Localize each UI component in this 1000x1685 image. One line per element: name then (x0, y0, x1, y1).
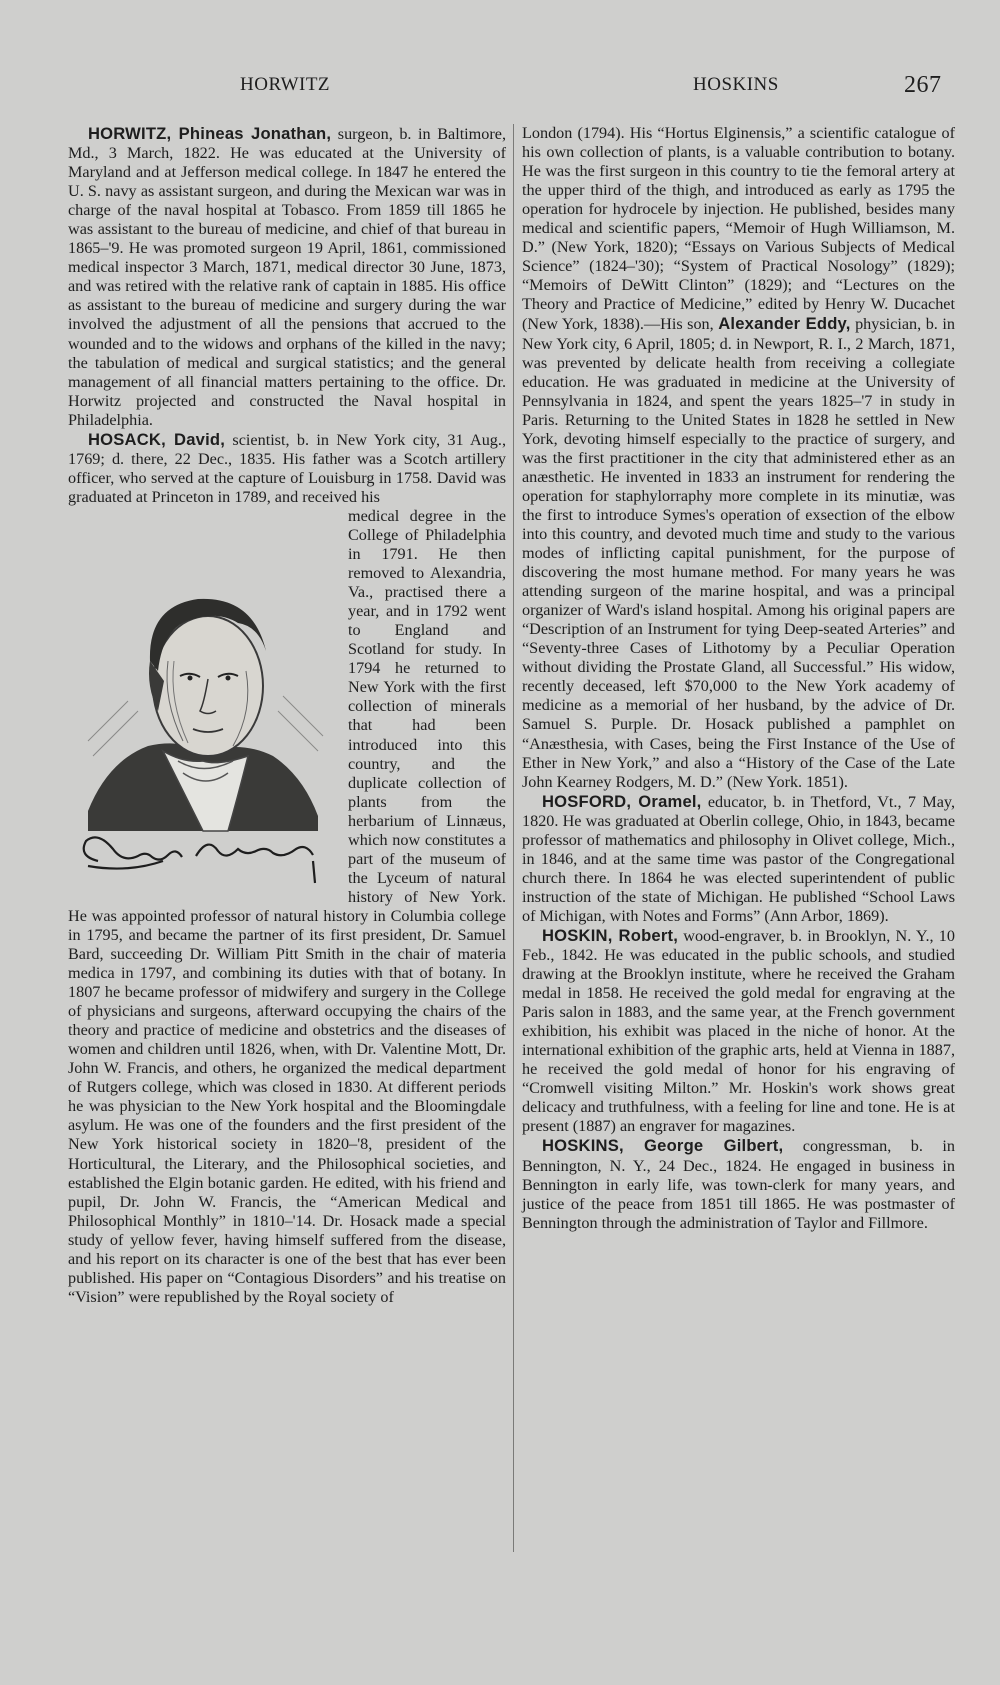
entry-text-hosack-b: medical degree in the College of Philadelphia in 1791. He then removed to Alexandria, Va., practised there a year, and in 1792 went to England and Scotland for study. In 1794 he returned to New York with the first collection of minerals that had been introduced into this country, and the duplicate collection of plants from the herbarium of Linnæus, which now constitutes a part of the museum of the Lyceum of natural history of New York. He was appointed professor of natural history in Columbia college in 1795, and became the partner of its first president, Dr. Samuel Bard, succeeding Dr. William Pitt Smith in the chair of materia medica in 1797, and combining its duties with that of botany. In 1807 he became professor of midwifery and surgery in the College of physicians and surgeons, afterward occupying the chairs of the theory and practice of medicine and obstetrics and the diseases of women and children until 1826, when, with Dr. Valentine Mott, Dr. John W. Francis, and others, he organized the medical department of Rutgers college, which was closed in 1830. At different periods he was physician to the New York hospital and the Bloomingdale asylum. He was one of the founders and the first president of the New York historical society in 1820–'8, president of the Horticultural, the Literary, and the Philosophical societies, and established the Elgin botanic garden. He edited, with his friend and pupil, Dr. John W. Francis, the “American Medical and Philosophical Monthly” in 1810–'14. Dr. Hosack made a special study of yellow fever, having himself suffered from the disease, and his report on its character is one of the best that has ever been published. His paper on “Contagious Disorders” and his treatise on “Vision” were republished by the Royal society of (68, 506, 506, 1306)
headword-horwitz: HORWITZ, Phineas Jonathan, (88, 124, 332, 143)
headword-hoskin: HOSKIN, Robert, (542, 925, 679, 945)
headword-hoskins: HOSKINS, George Gilbert, (542, 1136, 784, 1156)
header-left-word: HORWITZ (240, 74, 331, 95)
headword-hosford: HOSFORD, Oramel, (542, 791, 702, 811)
running-header (0, 74, 1000, 104)
right-column (522, 124, 955, 1233)
entry-horwitz (68, 124, 506, 430)
entry-hoskins (522, 1136, 955, 1232)
entry-text-hosack-a: scientist, b. in New York city, 31 Aug., 1769; d. there, 22 Dec., 1835. His father was a Scotch artillery officer, who served at the capture of Louisburg in 1758. David was graduated at Princeton in 1789, and received his (68, 430, 506, 506)
hosack-continuation-b: physician, b. in New York city, 6 April, 1805; d. in Newport, R. I., 2 March, 1871, was prevented by delicate health from receiving a collegiate education. He was graduated in medicine at the University of Pennsylvania in 1824, and spent the years 1825–'7 in study in Paris. Returning to the United States in 1828 he settled in New York, devoting himself especially to the practice of surgery, and was the first practitioner in the city that administered ether as an anæsthetic. He invented in 1833 an instrument for rendering the operation for staphylorraphy more complete in its minutiæ, was the first to introduce Symes's operation of exsection of the elbow into this country, and devoted much time and study to the various modes of inflicting capital punishment, for the purpose of discovering the most humane method. For many years he was attending surgeon of the marine hospital, and was a principal organizer of Ward's island hospital. Among his original papers are “Description of an Instrument for tying Deep-seated Arteries” and “Seventy-three Cases of Lithotomy by a Peculiar Operation without dividing the Prostate Gland, all Successful.” His widow, recently deceased, left $70,000 to the New York academy of medicine as a memorial of her husband, by the advice of Dr. Samuel S. Purple. Dr. Hosack published a pamphlet on “Anæsthesia, with Cases, being the First Instance of the Use of Ether in New York,” and also a “History of the Case of the Late John Kearney Rodgers, M. D.” (New York. 1851). (522, 315, 955, 791)
column-divider (513, 124, 514, 1552)
entry-hoskin (522, 926, 955, 1137)
headword-alexander-eddy: Alexander Eddy, (718, 314, 851, 334)
page-number: 267 (904, 72, 942, 98)
entry-hosack (68, 430, 506, 507)
headword-hosack: HOSACK, David, (88, 429, 226, 449)
entry-text-hoskins: congressman, b. in Bennington, N. Y., 24 Dec., 1824. He engaged in business in Bennington in early life, was town-clerk for many years, and justice of the peace from 1851 till 1865. He was postmaster of Bennington through the administration of Taylor and Fillmore. (522, 1137, 955, 1232)
portrait-engraving-icon (68, 511, 338, 896)
header-right-word: HOSKINS (693, 74, 779, 95)
entry-hosford (522, 792, 955, 926)
entry-text-hoskin: wood-engraver, b. in Brooklyn, N. Y., 10 Feb., 1842. He was educated in the public schools, and studied drawing at the Brooklyn institute, where he received the Graham medal in 1858. He received the gold medal for engraving at the Paris salon in 1883, and the same year, at the French government exhibition, his exhibit was placed in the niche of honor. At the international exhibition of the graphic arts, held at Vienna in 1887, he received the gold medal of honor for his engraving of “Cromwell visiting Milton.” Mr. Hoskin's work shows great delicacy and truthfulness, with a feeling for line and tone. He is at present (1887) an engraver for magazines. (522, 926, 955, 1136)
left-column (68, 124, 506, 1307)
entry-text-horwitz: surgeon, b. in Baltimore, Md., 3 March, 1822. He was educated at the University of Maryland and at Jefferson medical college. In 1847 he entered the U. S. navy as assistant surgeon, and during the Mexican war was in charge of the naval hospital at Tobasco. From 1859 till 1865 he was assistant to the bureau of medicine, and chief of that bureau in 1865–'9. He was promoted surgeon 19 April, 1861, commissioned medical inspector 3 March, 1871, medical director 30 June, 1873, and was retired with the relative rank of captain in 1885. His office as assistant to the bureau of medicine and surgery during the war involved the adjustment of all the pensions that accrued to the wounded and to the widows and orphans of the killed in the navy; the tabulation of medical and surgical statistics; and the general management of all financial matters pertaining to the office. Dr. Horwitz projected and constructed the Naval hospital in Philadelphia. (68, 125, 506, 429)
signature-icon (84, 837, 315, 883)
entry-text-hosford: educator, b. in Thetford, Vt., 7 May, 1820. He was graduated at Oberlin college, Ohio, in 1843, became professor of mathematics and philosophy in Olivet college, Mich., in 1846, and at the same time was pastor of the Congregational church there. In 1864 he was elected superintendent of public instruction of the state of Michigan. He published “School Laws of Michigan, with Notes and Forms” (Ann Arbor, 1869). (522, 792, 955, 925)
hosack-continuation (522, 124, 955, 792)
hosack-continuation-a: London (1794). His “Hortus Elginensis,” a scientific catalogue of his own collection of plants, is a valuable contribution to botany. He was the first surgeon in this country to tie the femoral artery at the upper third of the thigh, and introduced as early as 1795 the operation for hydrocele by injection. He published, besides many medical and scientific papers, “Memoir of Hugh Williamson, M. D.” (New York, 1820); “Essays on Various Subjects of Medical Science” (1824–'30); “System of Practical Nosology” (1829); “Memoirs of DeWitt Clinton” (1829); and “Lectures on the Theory and Practice of Medicine,” edited by Henry W. Ducachet (New York, 1838).—His son, (522, 124, 955, 334)
